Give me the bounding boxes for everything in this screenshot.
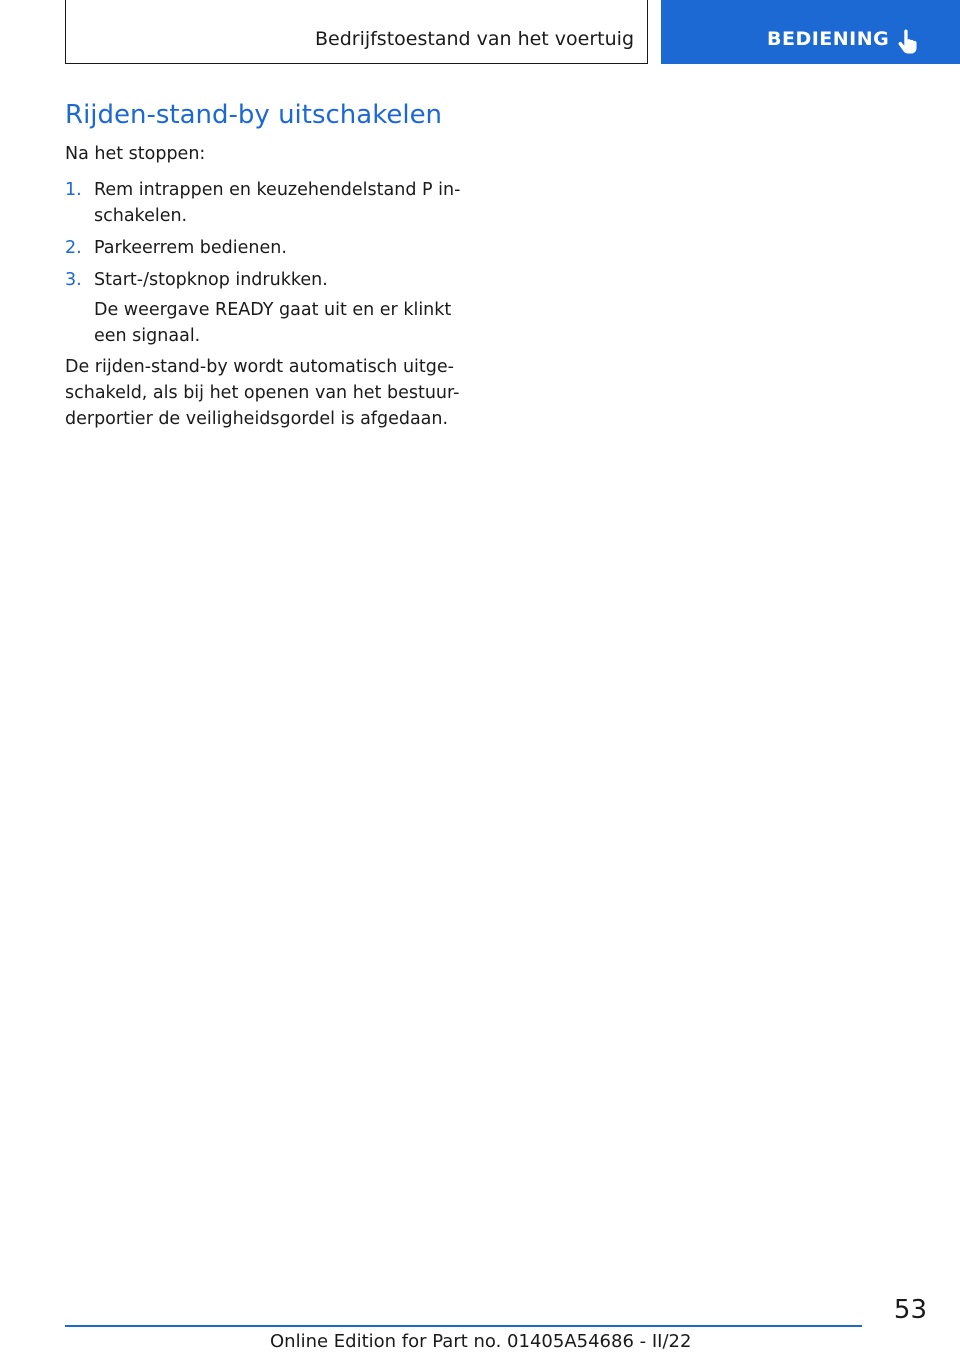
- step-text: Rem intrappen en keuzehendelstand P in-schakelen.: [94, 180, 461, 226]
- header-chapter-title: Bedrijfstoestand van het voertuig: [314, 28, 634, 50]
- step-number: 3.: [65, 270, 82, 290]
- list-item: [65, 267, 475, 293]
- step-text: Parkeerrem bedienen.: [94, 238, 287, 258]
- list-item: [65, 235, 475, 261]
- step-note: De weergave READY gaat uit en er klinkt een signaal.: [94, 300, 452, 346]
- step-text: Start-/stopknop indrukken.: [94, 270, 328, 290]
- footer-divider: [65, 1325, 862, 1327]
- steps-list: [65, 177, 475, 349]
- step-number: 2.: [65, 238, 82, 258]
- header-title-box: [65, 0, 648, 64]
- list-item: [65, 177, 475, 229]
- step-number: 1.: [65, 180, 82, 200]
- page-number: 53: [893, 1295, 927, 1325]
- header-section-tab[interactable]: [661, 0, 960, 64]
- intro-text: Na het stoppen:: [65, 144, 206, 164]
- pointing-hand-icon: [897, 28, 921, 54]
- section-title: Rijden-stand-by uitschakelen: [65, 100, 443, 130]
- header-section-label: BEDIENING: [767, 28, 890, 50]
- footer-edition: Online Edition for Part no. 01405A54686 - II/22: [270, 1331, 692, 1352]
- closing-paragraph: De rijden-stand-by wordt automatisch uitge-schakeld, als bij het openen van het bestuur-derportier de veiligheidsgordel is afgedaan.: [65, 357, 460, 429]
